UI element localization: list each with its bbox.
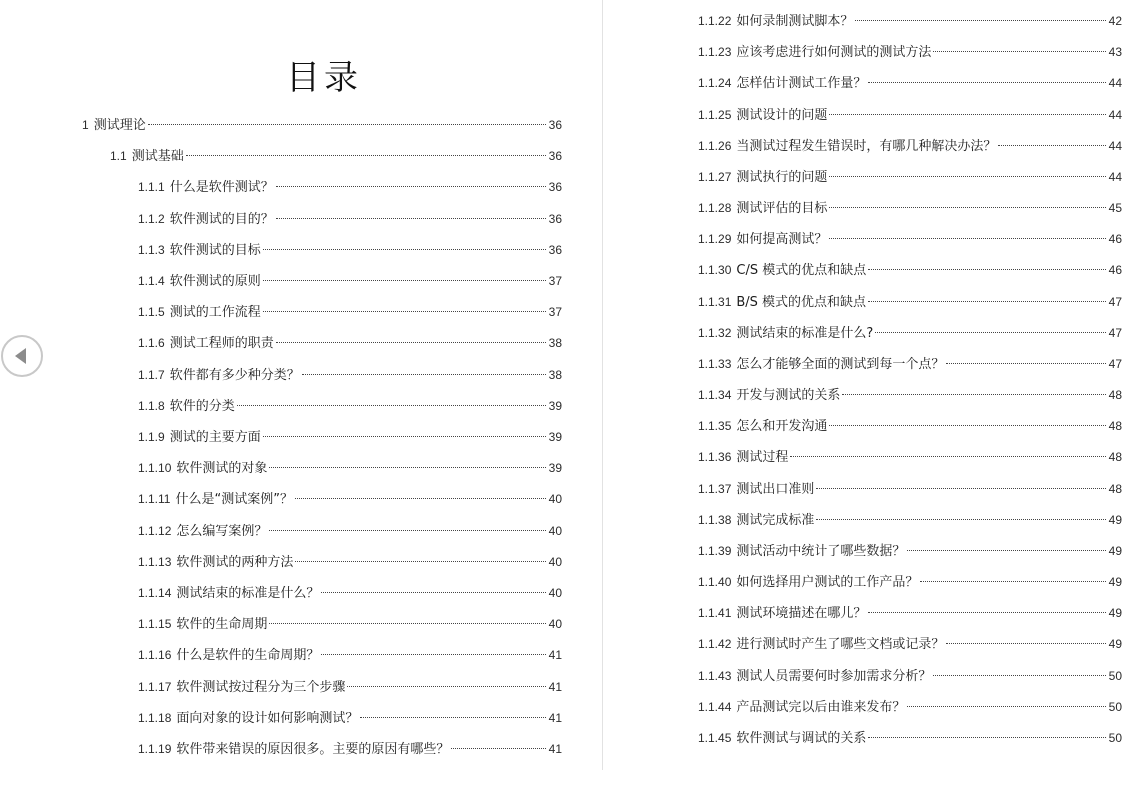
dot-leader: [816, 488, 1105, 489]
toc-entry[interactable]: [698, 666, 1122, 686]
toc-entry[interactable]: [698, 510, 1122, 530]
dot-leader: [829, 425, 1105, 426]
toc-entry-number: 1.1.39: [698, 543, 732, 558]
toc-entry[interactable]: [698, 105, 1122, 125]
toc-entry[interactable]: [138, 708, 562, 728]
toc-entry-page-number: 49: [1108, 606, 1122, 621]
toc-entry-title: 怎么和开发沟通: [736, 419, 828, 435]
toc-entry-title: B/S 模式的优点和缺点: [736, 294, 867, 310]
toc-entry-number: 1.1.44: [698, 699, 732, 714]
toc-entry[interactable]: [698, 697, 1122, 717]
toc-entry-page-number: 46: [1108, 232, 1122, 247]
dot-leader: [295, 498, 546, 499]
dot-leader: [829, 238, 1105, 239]
toc-entry-page-number: 45: [1108, 201, 1122, 216]
toc-entry-title: 软件测试的目标: [169, 242, 261, 258]
toc-entry-title: 测试结束的标准是什么?: [736, 325, 874, 341]
toc-entry-title: 如何提高测试？: [736, 232, 828, 248]
toc-entry-page-number: 47: [1108, 356, 1122, 371]
toc-entry-number: 1.1.19: [138, 742, 172, 756]
toc-entry-title: 怎么才能够全面的测试到每一个点？: [736, 356, 945, 372]
toc-entry-title: 软件测试与调试的关系: [736, 730, 867, 746]
dot-leader: [237, 405, 546, 406]
previous-page-button[interactable]: [1, 335, 43, 377]
toc-entry[interactable]: [138, 458, 562, 478]
toc-entry-title: 怎么编写案例？: [176, 523, 268, 539]
toc-entry-title: 测试执行的问题: [736, 169, 828, 185]
toc-entry-number: 1.1.23: [698, 45, 732, 60]
toc-entry-title: 软件测试的目的？: [169, 211, 274, 227]
toc-entry[interactable]: [698, 479, 1122, 499]
toc-entry-page-number: 48: [1108, 450, 1122, 465]
toc-entry-page-number: 37: [548, 274, 562, 288]
dot-leader: [842, 394, 1105, 395]
toc-entry-title: 测试环境描述在哪儿？: [736, 606, 867, 622]
toc-entry[interactable]: [698, 292, 1122, 312]
toc-entry-page-number: 39: [548, 461, 562, 476]
toc-entry-page-number: 36: [548, 211, 562, 226]
toc-entry-page-number: 40: [548, 554, 562, 569]
dot-leader: [321, 592, 545, 593]
toc-entry-page-number: 41: [548, 742, 562, 756]
toc-entry[interactable]: [698, 354, 1122, 374]
toc-entry-number: 1.1.13: [138, 554, 172, 569]
toc-entry-number: 1.1.29: [698, 232, 732, 247]
toc-entry-number: 1.1.7: [138, 367, 165, 382]
toc-entry-number: 1.1.43: [698, 668, 732, 683]
toc-entry-page-number: 44: [1108, 76, 1122, 91]
toc-entry-page-number: 47: [1108, 325, 1122, 340]
toc-entry-title: 测试人员需要何时参加需求分析？: [736, 668, 932, 684]
toc-entry[interactable]: [698, 385, 1122, 405]
toc-entry-page-number: 48: [1108, 388, 1122, 403]
toc-entry-page-number: 46: [1108, 263, 1122, 278]
toc-entry-title: 什么是软件测试？: [169, 180, 274, 196]
toc-entry-page-number: 49: [1108, 512, 1122, 527]
toc-entry-page-number: 43: [1108, 45, 1122, 60]
toc-entry-page-number: 40: [548, 523, 562, 538]
toc-entry-title: 开发与测试的关系: [736, 388, 841, 404]
toc-entry-number: 1.1.30: [698, 263, 732, 278]
dot-leader: [360, 717, 545, 718]
toc-entry-title: 软件测试的对象: [176, 461, 268, 477]
toc-entry[interactable]: [138, 614, 562, 634]
toc-entry-page-number: 50: [1108, 730, 1122, 745]
toc-entry-page-number: 48: [1108, 419, 1122, 434]
toc-entry[interactable]: [138, 427, 562, 447]
toc-entry-number: 1.1.33: [698, 356, 732, 371]
dot-leader: [933, 675, 1105, 676]
dot-leader: [855, 20, 1105, 21]
toc-entry-title: 应该考虑进行如何测试的测试方法: [736, 45, 932, 61]
toc-entry-page-number: 39: [548, 430, 562, 444]
toc-entry-number: 1.1.34: [698, 388, 732, 403]
toc-entry-title: 软件带来错误的原因很多。主要的原因有哪些？: [176, 742, 450, 757]
toc-entry-title: 面向对象的设计如何影响测试？: [176, 710, 359, 726]
toc-entry-title: 测试设计的问题: [736, 107, 828, 123]
toc-entry-page-number: 41: [548, 710, 562, 725]
toc-entry-page-number: 50: [1108, 699, 1122, 714]
toc-entry-page-number: 40: [548, 617, 562, 632]
toc-entry[interactable]: [138, 271, 562, 291]
toc-entry-title: 测试出口准则: [736, 481, 815, 497]
toc-entry-title: 测试的主要方面: [169, 430, 261, 445]
toc-entry-number: 1.1.27: [698, 169, 732, 184]
toc-entry-title: 软件测试按过程分为三个步骤: [176, 679, 346, 695]
toc-entry-number: 1.1.26: [698, 138, 732, 153]
toc-entry[interactable]: [138, 396, 562, 416]
toc-entry-page-number: 40: [548, 586, 562, 600]
toc-entry-page-number: 48: [1108, 481, 1122, 496]
toc-entry-title: 什么是“测试案例”？: [175, 492, 293, 508]
toc-entry-number: 1.1.1: [138, 180, 165, 195]
toc-entry-number: 1.1.42: [698, 637, 732, 652]
toc-entry-number: 1.1.17: [138, 679, 172, 694]
toc-entry-page-number: 49: [1108, 575, 1122, 590]
toc-entry-page-number: 38: [548, 367, 562, 382]
chevron-left-icon: [15, 348, 26, 364]
toc-entry[interactable]: [698, 416, 1122, 436]
dot-leader: [347, 686, 545, 687]
toc-entry-number: 1.1.5: [138, 305, 165, 320]
dot-leader: [186, 155, 546, 156]
dot-leader: [269, 467, 545, 468]
toc-entry-number: 1.1.12: [138, 523, 172, 538]
toc-entry-title: C/S 模式的优点和缺点: [736, 263, 867, 279]
toc-entry[interactable]: [698, 167, 1122, 187]
toc-entry-page-number: 42: [1108, 14, 1122, 28]
dot-leader: [263, 249, 546, 250]
toc-entry[interactable]: [698, 11, 1122, 31]
toc-entry[interactable]: [698, 541, 1122, 561]
toc-entry-page-number: 44: [1108, 169, 1122, 184]
toc-entry-number: 1.1.11: [138, 492, 171, 507]
toc-entry-number: 1: [82, 118, 89, 132]
dot-leader: [790, 456, 1105, 457]
dot-leader: [868, 301, 1106, 302]
toc-entry[interactable]: [698, 634, 1122, 654]
dot-leader: [907, 550, 1105, 551]
toc-entry[interactable]: [698, 198, 1122, 218]
toc-entry-page-number: 50: [1108, 668, 1122, 683]
toc-entry-title: 测试工程师的职责: [169, 336, 274, 352]
toc-entry-title: 软件测试的两种方法: [176, 554, 294, 570]
toc-entry-title: 测试理论: [93, 118, 146, 133]
toc-entry-title: 软件测试的原则: [169, 274, 261, 289]
dot-leader: [868, 612, 1105, 613]
right-page: [603, 0, 1148, 789]
toc-entry[interactable]: [138, 333, 562, 353]
toc-entry-number: 1.1.31: [698, 294, 732, 309]
toc-entry-page-number: 36: [548, 180, 562, 195]
toc-entry-number: 1.1: [110, 149, 127, 164]
toc-entry-number: 1.1.38: [698, 512, 732, 527]
toc-entry[interactable]: [138, 583, 562, 603]
toc-entry[interactable]: [138, 240, 562, 260]
dot-leader: [148, 124, 546, 125]
toc-entry-title: 如何录制测试脚本？: [736, 14, 854, 29]
toc-entry-page-number: 39: [548, 398, 562, 413]
toc-entry-page-number: 41: [548, 679, 562, 694]
toc-entry[interactable]: [138, 177, 562, 197]
toc-entry[interactable]: [138, 739, 562, 759]
toc-entry-number: 1.1.32: [698, 325, 732, 340]
toc-entry[interactable]: [138, 302, 562, 322]
dot-leader: [269, 530, 545, 531]
toc-entry-number: 1.1.3: [138, 242, 165, 257]
dot-leader: [263, 311, 546, 312]
toc-entry-title: 测试基础: [131, 149, 184, 165]
toc-entry-page-number: 36: [548, 242, 562, 257]
dot-leader: [816, 519, 1105, 520]
toc-entry[interactable]: [698, 73, 1122, 93]
toc-entry-number: 1.1.9: [138, 430, 165, 444]
toc-entry-page-number: 36: [548, 149, 562, 164]
toc-entry-title: 测试评估的目标: [736, 201, 828, 217]
dot-leader: [868, 269, 1105, 270]
toc-entry[interactable]: [698, 136, 1122, 156]
toc-entry-title: 怎样估计测试工作量？: [736, 76, 867, 92]
toc-entry-number: 1.1.14: [138, 586, 172, 600]
toc-entry-number: 1.1.8: [138, 398, 165, 413]
toc-entry[interactable]: [698, 572, 1122, 592]
toc-entry[interactable]: [82, 115, 562, 135]
toc-title: 目录: [286, 58, 362, 98]
toc-entry-number: 1.1.37: [698, 481, 732, 496]
toc-entry-number: 1.1.16: [138, 648, 172, 663]
toc-entry[interactable]: [138, 209, 562, 229]
toc-entry[interactable]: [698, 447, 1122, 467]
toc-entry-number: 1.1.25: [698, 107, 732, 122]
toc-entry-number: 1.1.36: [698, 450, 732, 465]
toc-entry-title: 进行测试时产生了哪些文档或记录？: [736, 637, 945, 653]
toc-entry-title: 软件的生命周期: [176, 617, 268, 633]
toc-entry-page-number: 49: [1108, 543, 1122, 558]
dot-leader: [276, 342, 546, 343]
dot-leader: [868, 737, 1105, 738]
toc-entry-title: 测试的工作流程: [169, 305, 261, 321]
toc-entry-page-number: 44: [1108, 107, 1122, 122]
dot-leader: [302, 374, 546, 375]
toc-entry-number: 1.1.10: [138, 461, 172, 476]
toc-entry-number: 1.1.15: [138, 617, 172, 632]
dot-leader: [263, 436, 546, 437]
toc-entry-number: 1.1.40: [698, 575, 732, 590]
dot-leader: [276, 218, 546, 219]
toc-entry-title: 测试过程: [736, 450, 789, 466]
toc-entry[interactable]: [110, 146, 562, 166]
toc-entry[interactable]: [138, 645, 562, 665]
toc-entry[interactable]: [698, 323, 1122, 343]
toc-entry-number: 1.1.35: [698, 419, 732, 434]
dot-leader: [829, 114, 1105, 115]
toc-entry-number: 1.1.6: [138, 336, 165, 351]
toc-entry-page-number: 41: [548, 648, 562, 663]
toc-entry-page-number: 36: [548, 118, 562, 132]
dot-leader: [875, 332, 1105, 333]
toc-entry-title: 测试活动中统计了哪些数据？: [736, 543, 906, 559]
toc-entry[interactable]: [138, 489, 562, 509]
dot-leader: [321, 654, 545, 655]
toc-entry-title: 如何选择用户测试的工作产品？: [736, 575, 919, 591]
toc-entry-title: 软件的分类: [169, 398, 235, 414]
toc-entry-number: 1.1.41: [698, 606, 732, 621]
toc-entry-page-number: 44: [1108, 138, 1122, 153]
toc-entry-number: 1.1.18: [138, 710, 172, 725]
toc-entry-title: 软件都有多少种分类？: [169, 367, 300, 383]
toc-entry-title: 当测试过程发生错误时，有哪几种解决办法？: [736, 138, 997, 154]
dot-leader: [295, 561, 545, 562]
toc-entry-number: 1.1.28: [698, 201, 732, 216]
dot-leader: [269, 623, 545, 624]
toc-entry[interactable]: [698, 229, 1122, 249]
toc-entry-title: 产品测试完以后由谁来发布？: [736, 699, 906, 715]
dot-leader: [946, 363, 1105, 364]
toc-entry[interactable]: [138, 552, 562, 572]
toc-entry-number: 1.1.22: [698, 14, 732, 28]
toc-entry-number: 1.1.4: [138, 274, 165, 288]
toc-entry[interactable]: [138, 365, 562, 385]
dot-leader: [451, 748, 545, 749]
dot-leader: [920, 581, 1105, 582]
toc-entry-page-number: 47: [1108, 294, 1122, 309]
toc-entry[interactable]: [138, 521, 562, 541]
dot-leader: [829, 176, 1105, 177]
dot-leader: [998, 145, 1105, 146]
toc-entry[interactable]: [138, 677, 562, 697]
toc-entry-page-number: 38: [548, 336, 562, 351]
toc-entry-page-number: 40: [548, 492, 562, 507]
dot-leader: [907, 706, 1105, 707]
toc-entry-page-number: 49: [1108, 637, 1122, 652]
toc-entry-number: 1.1.2: [138, 211, 165, 226]
toc-entry-number: 1.1.24: [698, 76, 732, 91]
dot-leader: [263, 280, 546, 281]
toc-entry[interactable]: [698, 603, 1122, 623]
dot-leader: [829, 207, 1105, 208]
toc-entry[interactable]: [698, 260, 1122, 280]
toc-entry-title: 测试完成标准: [736, 512, 815, 528]
toc-entry[interactable]: [698, 728, 1122, 748]
toc-entry-title: 什么是软件的生命周期？: [176, 648, 320, 664]
toc-entry[interactable]: [698, 42, 1122, 62]
dot-leader: [276, 186, 546, 187]
toc-entry-title: 测试结束的标准是什么？: [176, 586, 320, 601]
toc-entry-number: 1.1.45: [698, 730, 732, 745]
dot-leader: [933, 51, 1105, 52]
toc-entry-page-number: 37: [548, 305, 562, 320]
dot-leader: [946, 643, 1105, 644]
dot-leader: [868, 82, 1105, 83]
